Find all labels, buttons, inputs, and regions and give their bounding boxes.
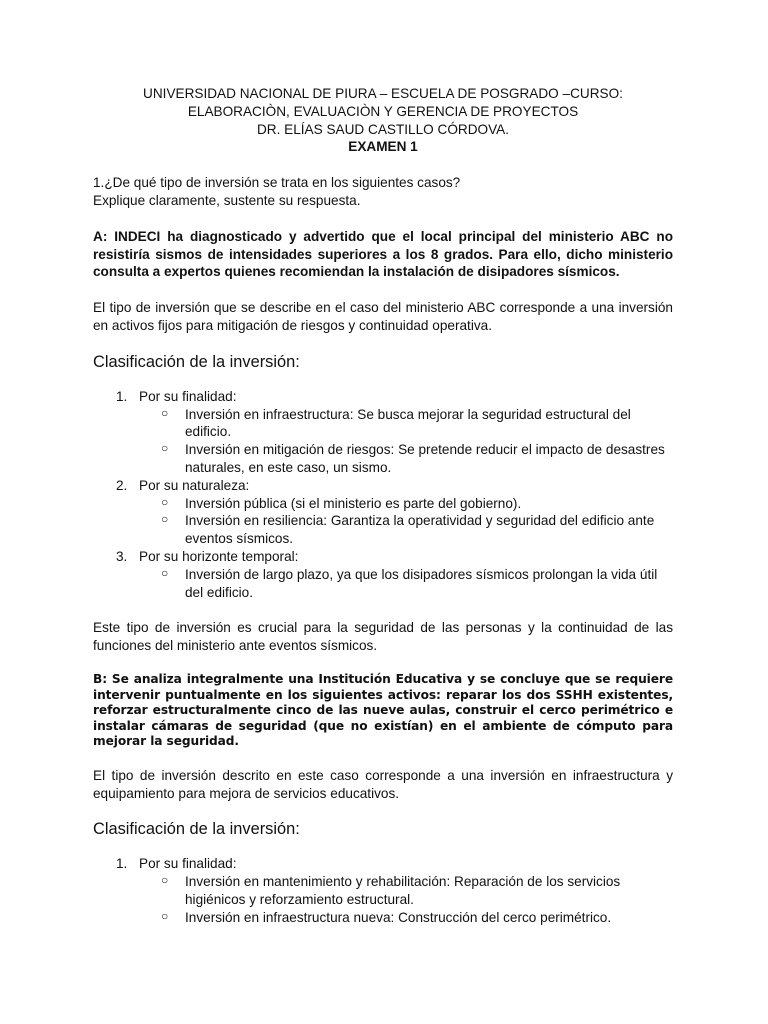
- sub-list-item: [139, 495, 675, 513]
- list-item: [93, 548, 673, 601]
- case-a-statement: A: INDECI ha diagnosticado y advertido que el local principal del ministerio ABC no resistiría sismos de intensidades superiores a los 8 grados. Para ello, dicho ministerio consulta a expertos quienes recomiendan la instalación de disipadores sísmicos.: [93, 228, 673, 280]
- case-a-conclusion: Este tipo de inversión es crucial para la seguridad de las personas y la continuidad de las funciones del ministerio ante eventos sísmicos.: [93, 620, 673, 654]
- list-item: [93, 855, 673, 926]
- sub-item-text: Inversión en resiliencia: Garantiza la operatividad y seguridad del edificio ante eventos sísmicos.: [185, 513, 655, 547]
- list-item: [93, 388, 673, 477]
- header-course: ELABORACIÒN, EVALUACIÒN Y GERENCIA DE PROYECTOS: [187, 103, 579, 119]
- exam-title: EXAMEN 1: [348, 139, 418, 155]
- case-b-statement: B: Se analiza integralmente una Institución Educativa y se concluye que se requiere intervenir puntualmente en los siguientes activos: reparar los dos SSHH existentes, reforzar estructuralmente cinco de las nueve aulas, construir el cerco perimétrico e instalar cámaras de seguridad (que no existían) en el ambiente de cómputo para mejorar la seguridad.: [93, 671, 673, 749]
- list-number: 1.: [116, 856, 128, 872]
- list-number: 1.: [116, 388, 128, 404]
- circle-bullet-icon: ○: [161, 565, 169, 580]
- header-professor: DR. ELÍAS SAUD CASTILLO CÓRDOVA.: [256, 121, 510, 137]
- sub-list-item: [139, 406, 675, 442]
- sub-list-item: [139, 441, 675, 477]
- sub-list-item: [139, 909, 675, 927]
- sub-item-text: Inversión de largo plazo, ya que los disipadores sísmicos prolongan la vida útil del edificio.: [185, 566, 658, 600]
- list-item-label: Por su naturaleza:: [139, 477, 250, 493]
- sub-list-item: [139, 512, 675, 548]
- sub-list: [139, 566, 673, 602]
- list-item-label: Por su horizonte temporal:: [139, 548, 299, 564]
- case-a-classification-list: [93, 388, 673, 602]
- case-b-answer: El tipo de inversión descrito en este caso corresponde a una inversión en infraestructura y equipamiento para mejora de servicios educativos.: [93, 767, 673, 801]
- circle-bullet-icon: ○: [161, 494, 169, 509]
- sub-item-text: Inversión pública (si el ministerio es parte del gobierno).: [185, 495, 522, 511]
- circle-bullet-icon: ○: [161, 873, 169, 888]
- list-number: 2.: [116, 477, 128, 493]
- document-page: [93, 85, 673, 927]
- circle-bullet-icon: ○: [161, 405, 169, 420]
- list-number: 3.: [116, 548, 128, 564]
- question-line: 1.¿De qué tipo de inversión se trata en los siguientes casos?: [93, 175, 461, 191]
- sub-list-item: [139, 566, 675, 602]
- sub-list-item: [139, 873, 675, 909]
- sub-item-text: Inversión en infraestructura nueva: Construcción del cerco perimétrico.: [185, 909, 612, 925]
- sub-list: [139, 495, 673, 548]
- header-university: UNIVERSIDAD NACIONAL DE PIURA – ESCUELA DE POSGRADO –CURSO:: [143, 86, 623, 101]
- circle-bullet-icon: ○: [161, 512, 169, 527]
- case-b-classification-heading: Clasificación de la inversión:: [93, 820, 300, 839]
- sub-list: [139, 873, 673, 926]
- sub-item-text: Inversión en mantenimiento y rehabilitación: Reparación de los servicios higiénicos y reforzamiento estructural.: [185, 874, 621, 908]
- list-item: [93, 477, 673, 548]
- case-a-answer: El tipo de inversión que se describe en el caso del ministerio ABC corresponde a una inversión en activos fijos para mitigación de riesgos y continuidad operativa.: [93, 300, 673, 333]
- circle-bullet-icon: ○: [161, 908, 169, 923]
- sub-item-text: Inversión en infraestructura: Se busca mejorar la seguridad estructural del edificio.: [185, 406, 631, 440]
- circle-bullet-icon: ○: [161, 441, 169, 456]
- list-item-label: Por su finalidad:: [139, 856, 237, 872]
- case-a-classification-heading: Clasificación de la inversión:: [93, 352, 300, 371]
- question-instruction: Explique claramente, sustente su respuesta.: [93, 192, 361, 208]
- sub-item-text: Inversión en mitigación de riesgos: Se pretende reducir el impacto de desastres naturales, en este caso, un sismo.: [185, 442, 665, 475]
- list-item-label: Por su finalidad:: [139, 388, 237, 404]
- document-header: [93, 85, 673, 156]
- case-b-classification-list: [93, 855, 673, 926]
- question-prompt: [93, 174, 673, 210]
- sub-list: [139, 406, 673, 477]
